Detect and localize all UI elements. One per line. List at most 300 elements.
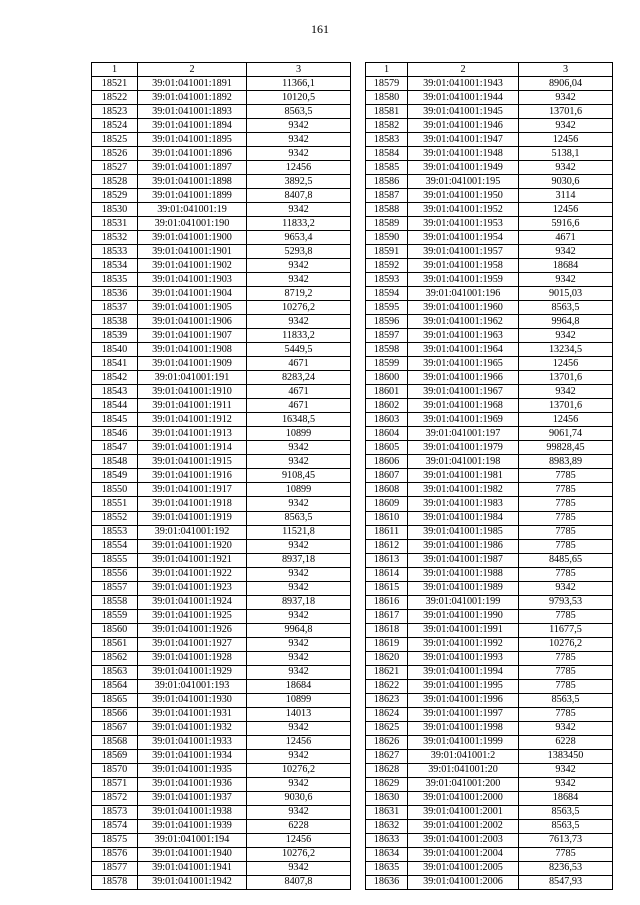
cadastral-number-cell: 39:01:041001:1930: [138, 693, 247, 707]
value-cell: 12456: [247, 161, 351, 175]
table-header-row: [366, 63, 613, 77]
row-number-cell: 18586: [366, 175, 408, 189]
row-number-cell: 18580: [366, 91, 408, 105]
row-number-cell: 18544: [92, 399, 138, 413]
table-row: [92, 371, 351, 385]
table-row: [366, 861, 613, 875]
cadastral-number-cell: 39:01:041001:1916: [138, 469, 247, 483]
header-cell: 1: [366, 63, 408, 77]
table-row: [92, 189, 351, 203]
table-row: [92, 749, 351, 763]
value-cell: 7785: [519, 679, 613, 693]
row-number-cell: 18607: [366, 469, 408, 483]
cadastral-number-cell: 39:01:041001:1989: [408, 581, 519, 595]
row-number-cell: 18593: [366, 273, 408, 287]
value-cell: 8563,5: [519, 819, 613, 833]
cadastral-number-cell: 39:01:041001:2005: [408, 861, 519, 875]
cadastral-number-cell: 39:01:041001:1999: [408, 735, 519, 749]
cadastral-number-cell: 39:01:041001:2003: [408, 833, 519, 847]
row-number-cell: 18590: [366, 231, 408, 245]
cadastral-number-cell: 39:01:041001:191: [138, 371, 247, 385]
row-number-cell: 18560: [92, 623, 138, 637]
value-cell: 9342: [519, 161, 613, 175]
cadastral-number-cell: 39:01:041001:2006: [408, 875, 519, 889]
value-cell: 9342: [247, 861, 351, 875]
row-number-cell: 18543: [92, 385, 138, 399]
table-row: [92, 567, 351, 581]
cadastral-number-cell: 39:01:041001:1996: [408, 693, 519, 707]
cadastral-number-cell: 39:01:041001:190: [138, 217, 247, 231]
value-cell: 13701,6: [519, 105, 613, 119]
table-row: [366, 91, 613, 105]
value-cell: 8983,89: [519, 455, 613, 469]
value-cell: 7785: [519, 469, 613, 483]
cadastral-number-cell: 39:01:041001:1918: [138, 497, 247, 511]
table-row: [92, 553, 351, 567]
value-cell: 9964,8: [247, 623, 351, 637]
row-number-cell: 18564: [92, 679, 138, 693]
table-row: [92, 539, 351, 553]
cadastral-number-cell: 39:01:041001:1919: [138, 511, 247, 525]
value-cell: 1383450: [519, 749, 613, 763]
row-number-cell: 18625: [366, 721, 408, 735]
row-number-cell: 18537: [92, 301, 138, 315]
value-cell: 9342: [247, 665, 351, 679]
cadastral-number-cell: 39:01:041001:196: [408, 287, 519, 301]
value-cell: 12456: [247, 735, 351, 749]
table-row: [366, 413, 613, 427]
cadastral-number-cell: 39:01:041001:1998: [408, 721, 519, 735]
value-cell: 8937,18: [247, 553, 351, 567]
cadastral-number-cell: 39:01:041001:200: [408, 777, 519, 791]
table-row: [366, 469, 613, 483]
cadastral-number-cell: 39:01:041001:1912: [138, 413, 247, 427]
row-number-cell: 18570: [92, 763, 138, 777]
header-cell: 3: [247, 63, 351, 77]
cadastral-number-cell: 39:01:041001:2000: [408, 791, 519, 805]
value-cell: 9653,4: [247, 231, 351, 245]
value-cell: 99828,45: [519, 441, 613, 455]
table-row: [366, 161, 613, 175]
row-number-cell: 18612: [366, 539, 408, 553]
cadastral-number-cell: 39:01:041001:1995: [408, 679, 519, 693]
row-number-cell: 18576: [92, 847, 138, 861]
cadastral-number-cell: 39:01:041001:1953: [408, 217, 519, 231]
table-row: [366, 147, 613, 161]
row-number-cell: 18565: [92, 693, 138, 707]
cadastral-number-cell: 39:01:041001:1929: [138, 665, 247, 679]
value-cell: 18684: [519, 791, 613, 805]
table-row: [92, 707, 351, 721]
table-row: [366, 693, 613, 707]
cadastral-number-cell: 39:01:041001:19: [138, 203, 247, 217]
cadastral-number-cell: 39:01:041001:1957: [408, 245, 519, 259]
value-cell: 9342: [247, 721, 351, 735]
value-cell: 7785: [519, 707, 613, 721]
table-row: [92, 763, 351, 777]
table-row: [92, 287, 351, 301]
row-number-cell: 18581: [366, 105, 408, 119]
cadastral-number-cell: 39:01:041001:1993: [408, 651, 519, 665]
value-cell: 18684: [519, 259, 613, 273]
value-cell: 3892,5: [247, 175, 351, 189]
row-number-cell: 18631: [366, 805, 408, 819]
table-row: [92, 441, 351, 455]
row-number-cell: 18526: [92, 147, 138, 161]
row-number-cell: 18566: [92, 707, 138, 721]
cadastral-number-cell: 39:01:041001:1921: [138, 553, 247, 567]
table-row: [92, 455, 351, 469]
row-number-cell: 18573: [92, 805, 138, 819]
header-cell: 1: [92, 63, 138, 77]
table-row: [366, 133, 613, 147]
cadastral-number-cell: 39:01:041001:2: [408, 749, 519, 763]
row-number-cell: 18635: [366, 861, 408, 875]
cadastral-number-cell: 39:01:041001:192: [138, 525, 247, 539]
row-number-cell: 18618: [366, 623, 408, 637]
value-cell: 7785: [519, 651, 613, 665]
table-row: [366, 329, 613, 343]
row-number-cell: 18548: [92, 455, 138, 469]
cadastral-number-cell: 39:01:041001:1923: [138, 581, 247, 595]
row-number-cell: 18598: [366, 343, 408, 357]
cadastral-number-cell: 39:01:041001:1895: [138, 133, 247, 147]
row-number-cell: 18609: [366, 497, 408, 511]
row-number-cell: 18626: [366, 735, 408, 749]
cadastral-number-cell: 39:01:041001:194: [138, 833, 247, 847]
cadastral-number-cell: 39:01:041001:1935: [138, 763, 247, 777]
row-number-cell: 18596: [366, 315, 408, 329]
cadastral-number-cell: 39:01:041001:1932: [138, 721, 247, 735]
value-cell: 8563,5: [247, 105, 351, 119]
value-cell: 10276,2: [247, 847, 351, 861]
row-number-cell: 18582: [366, 119, 408, 133]
table-row: [366, 455, 613, 469]
table-row: [92, 609, 351, 623]
value-cell: 8547,93: [519, 875, 613, 889]
value-cell: 11366,1: [247, 77, 351, 91]
value-cell: 9342: [247, 497, 351, 511]
table-row: [92, 483, 351, 497]
table-row: [92, 147, 351, 161]
row-number-cell: 18587: [366, 189, 408, 203]
cadastral-number-cell: 39:01:041001:1893: [138, 105, 247, 119]
table-row: [92, 217, 351, 231]
value-cell: 9342: [247, 637, 351, 651]
row-number-cell: 18617: [366, 609, 408, 623]
cadastral-number-cell: 39:01:041001:2004: [408, 847, 519, 861]
table-row: [92, 847, 351, 861]
value-cell: 9342: [247, 147, 351, 161]
cadastral-number-cell: 39:01:041001:1950: [408, 189, 519, 203]
table-row: [366, 427, 613, 441]
cadastral-number-cell: 39:01:041001:1927: [138, 637, 247, 651]
table-row: [366, 525, 613, 539]
row-number-cell: 18621: [366, 665, 408, 679]
value-cell: 11833,2: [247, 329, 351, 343]
table-row: [366, 539, 613, 553]
row-number-cell: 18555: [92, 553, 138, 567]
table-row: [366, 217, 613, 231]
table-row: [92, 105, 351, 119]
cadastral-number-cell: 39:01:041001:1899: [138, 189, 247, 203]
value-cell: 7785: [519, 539, 613, 553]
table-row: [92, 329, 351, 343]
value-cell: 9342: [519, 91, 613, 105]
row-number-cell: 18613: [366, 553, 408, 567]
row-number-cell: 18557: [92, 581, 138, 595]
table-row: [366, 735, 613, 749]
cadastral-number-cell: 39:01:041001:1966: [408, 371, 519, 385]
value-cell: 10120,5: [247, 91, 351, 105]
cadastral-number-cell: 39:01:041001:193: [138, 679, 247, 693]
row-number-cell: 18553: [92, 525, 138, 539]
row-number-cell: 18592: [366, 259, 408, 273]
value-cell: 9342: [247, 567, 351, 581]
row-number-cell: 18608: [366, 483, 408, 497]
row-number-cell: 18599: [366, 357, 408, 371]
table-row: [92, 245, 351, 259]
row-number-cell: 18527: [92, 161, 138, 175]
value-cell: 12456: [519, 357, 613, 371]
table-row: [366, 707, 613, 721]
value-cell: 3114: [519, 189, 613, 203]
value-cell: 11677,5: [519, 623, 613, 637]
row-number-cell: 18542: [92, 371, 138, 385]
table-row: [366, 805, 613, 819]
row-number-cell: 18523: [92, 105, 138, 119]
cadastral-number-cell: 39:01:041001:1947: [408, 133, 519, 147]
row-number-cell: 18571: [92, 777, 138, 791]
row-number-cell: 18572: [92, 791, 138, 805]
table-row: [366, 301, 613, 315]
row-number-cell: 18624: [366, 707, 408, 721]
row-number-cell: 18595: [366, 301, 408, 315]
row-number-cell: 18525: [92, 133, 138, 147]
cadastral-number-cell: 39:01:041001:1948: [408, 147, 519, 161]
row-number-cell: 18601: [366, 385, 408, 399]
row-number-cell: 18547: [92, 441, 138, 455]
row-number-cell: 18627: [366, 749, 408, 763]
row-number-cell: 18551: [92, 497, 138, 511]
value-cell: 10276,2: [519, 637, 613, 651]
value-cell: 5916,6: [519, 217, 613, 231]
table-row: [366, 763, 613, 777]
value-cell: 9342: [519, 777, 613, 791]
row-number-cell: 18567: [92, 721, 138, 735]
value-cell: 6228: [519, 735, 613, 749]
cadastral-number-cell: 39:01:041001:1944: [408, 91, 519, 105]
cadastral-number-cell: 39:01:041001:1965: [408, 357, 519, 371]
table-row: [366, 343, 613, 357]
table-row: [92, 497, 351, 511]
value-cell: 8906,04: [519, 77, 613, 91]
cadastral-number-cell: 39:01:041001:1988: [408, 567, 519, 581]
value-cell: 9793,53: [519, 595, 613, 609]
row-number-cell: 18562: [92, 651, 138, 665]
value-cell: 16348,5: [247, 413, 351, 427]
cadastral-number-cell: 39:01:041001:1905: [138, 301, 247, 315]
table-row: [366, 483, 613, 497]
cadastral-number-cell: 39:01:041001:20: [408, 763, 519, 777]
row-number-cell: 18630: [366, 791, 408, 805]
table-row: [92, 273, 351, 287]
table-row: [92, 511, 351, 525]
value-cell: 10899: [247, 427, 351, 441]
table-row: [92, 203, 351, 217]
cadastral-number-cell: 39:01:041001:1903: [138, 273, 247, 287]
header-cell: 2: [138, 63, 247, 77]
row-number-cell: 18629: [366, 777, 408, 791]
cadastral-number-cell: 39:01:041001:1994: [408, 665, 519, 679]
cadastral-number-cell: 39:01:041001:1922: [138, 567, 247, 581]
value-cell: 7785: [519, 567, 613, 581]
row-number-cell: 18533: [92, 245, 138, 259]
row-number-cell: 18632: [366, 819, 408, 833]
cadastral-number-cell: 39:01:041001:1990: [408, 609, 519, 623]
row-number-cell: 18611: [366, 525, 408, 539]
value-cell: 12456: [519, 203, 613, 217]
row-number-cell: 18556: [92, 567, 138, 581]
table-row: [366, 245, 613, 259]
value-cell: 5449,5: [247, 343, 351, 357]
value-cell: 9342: [247, 749, 351, 763]
cadastral-number-cell: 39:01:041001:195: [408, 175, 519, 189]
table-right: [365, 62, 613, 890]
table-row: [366, 203, 613, 217]
table-row: [92, 231, 351, 245]
table-row: [366, 749, 613, 763]
value-cell: 9964,8: [519, 315, 613, 329]
table-row: [92, 525, 351, 539]
row-number-cell: 18588: [366, 203, 408, 217]
value-cell: 9061,74: [519, 427, 613, 441]
row-number-cell: 18546: [92, 427, 138, 441]
cadastral-number-cell: 39:01:041001:1981: [408, 469, 519, 483]
value-cell: 9342: [247, 777, 351, 791]
value-cell: 7785: [519, 847, 613, 861]
value-cell: 6228: [247, 819, 351, 833]
table-row: [92, 833, 351, 847]
cadastral-number-cell: 39:01:041001:1931: [138, 707, 247, 721]
table-row: [366, 441, 613, 455]
value-cell: 12456: [247, 833, 351, 847]
cadastral-number-cell: 39:01:041001:1913: [138, 427, 247, 441]
table-row: [366, 77, 613, 91]
cadastral-number-cell: 39:01:041001:2002: [408, 819, 519, 833]
row-number-cell: 18597: [366, 329, 408, 343]
row-number-cell: 18578: [92, 875, 138, 889]
table-row: [92, 721, 351, 735]
cadastral-number-cell: 39:01:041001:1900: [138, 231, 247, 245]
value-cell: 12456: [519, 413, 613, 427]
row-number-cell: 18521: [92, 77, 138, 91]
table-row: [366, 623, 613, 637]
value-cell: 9342: [247, 581, 351, 595]
table-row: [92, 581, 351, 595]
table-row: [366, 553, 613, 567]
table-row: [366, 679, 613, 693]
value-cell: 9342: [247, 203, 351, 217]
row-number-cell: 18528: [92, 175, 138, 189]
cadastral-number-cell: 39:01:041001:1982: [408, 483, 519, 497]
table-row: [92, 861, 351, 875]
table-row: [366, 791, 613, 805]
table-row: [366, 651, 613, 665]
value-cell: 9342: [519, 273, 613, 287]
table-row: [92, 343, 351, 357]
cadastral-number-cell: 39:01:041001:1910: [138, 385, 247, 399]
cadastral-number-cell: 39:01:041001:1943: [408, 77, 519, 91]
value-cell: 8407,8: [247, 189, 351, 203]
cadastral-number-cell: 39:01:041001:1979: [408, 441, 519, 455]
table-row: [92, 791, 351, 805]
value-cell: 4671: [247, 357, 351, 371]
value-cell: 7785: [519, 525, 613, 539]
cadastral-number-cell: 39:01:041001:1928: [138, 651, 247, 665]
row-number-cell: 18610: [366, 511, 408, 525]
header-cell: 3: [519, 63, 613, 77]
value-cell: 10276,2: [247, 763, 351, 777]
value-cell: 10899: [247, 693, 351, 707]
value-cell: 9342: [247, 273, 351, 287]
row-number-cell: 18529: [92, 189, 138, 203]
value-cell: 5293,8: [247, 245, 351, 259]
table-row: [92, 679, 351, 693]
value-cell: 4671: [519, 231, 613, 245]
table-row: [366, 833, 613, 847]
table-row: [366, 581, 613, 595]
row-number-cell: 18532: [92, 231, 138, 245]
value-cell: 9342: [519, 245, 613, 259]
row-number-cell: 18616: [366, 595, 408, 609]
cadastral-number-cell: 39:01:041001:1964: [408, 343, 519, 357]
row-number-cell: 18540: [92, 343, 138, 357]
table-row: [92, 399, 351, 413]
value-cell: 18684: [247, 679, 351, 693]
row-number-cell: 18524: [92, 119, 138, 133]
value-cell: 9342: [247, 455, 351, 469]
table-row: [366, 497, 613, 511]
value-cell: 8563,5: [519, 301, 613, 315]
value-cell: 5138,1: [519, 147, 613, 161]
table-row: [366, 273, 613, 287]
cadastral-number-cell: 39:01:041001:1908: [138, 343, 247, 357]
table-row: [92, 357, 351, 371]
row-number-cell: 18536: [92, 287, 138, 301]
row-number-cell: 18614: [366, 567, 408, 581]
cadastral-number-cell: 39:01:041001:1945: [408, 105, 519, 119]
value-cell: 9342: [519, 763, 613, 777]
table-row: [92, 469, 351, 483]
cadastral-number-cell: 39:01:041001:1962: [408, 315, 519, 329]
value-cell: 9342: [247, 119, 351, 133]
cadastral-number-cell: 39:01:041001:1986: [408, 539, 519, 553]
cadastral-number-cell: 39:01:041001:1987: [408, 553, 519, 567]
row-number-cell: 18552: [92, 511, 138, 525]
row-number-cell: 18538: [92, 315, 138, 329]
value-cell: 9342: [519, 385, 613, 399]
cadastral-number-cell: 39:01:041001:1954: [408, 231, 519, 245]
cadastral-number-cell: 39:01:041001:1968: [408, 399, 519, 413]
row-number-cell: 18619: [366, 637, 408, 651]
cadastral-number-cell: 39:01:041001:1891: [138, 77, 247, 91]
row-number-cell: 18534: [92, 259, 138, 273]
table-row: [366, 609, 613, 623]
row-number-cell: 18574: [92, 819, 138, 833]
cadastral-number-cell: 39:01:041001:1915: [138, 455, 247, 469]
value-cell: 8937,18: [247, 595, 351, 609]
